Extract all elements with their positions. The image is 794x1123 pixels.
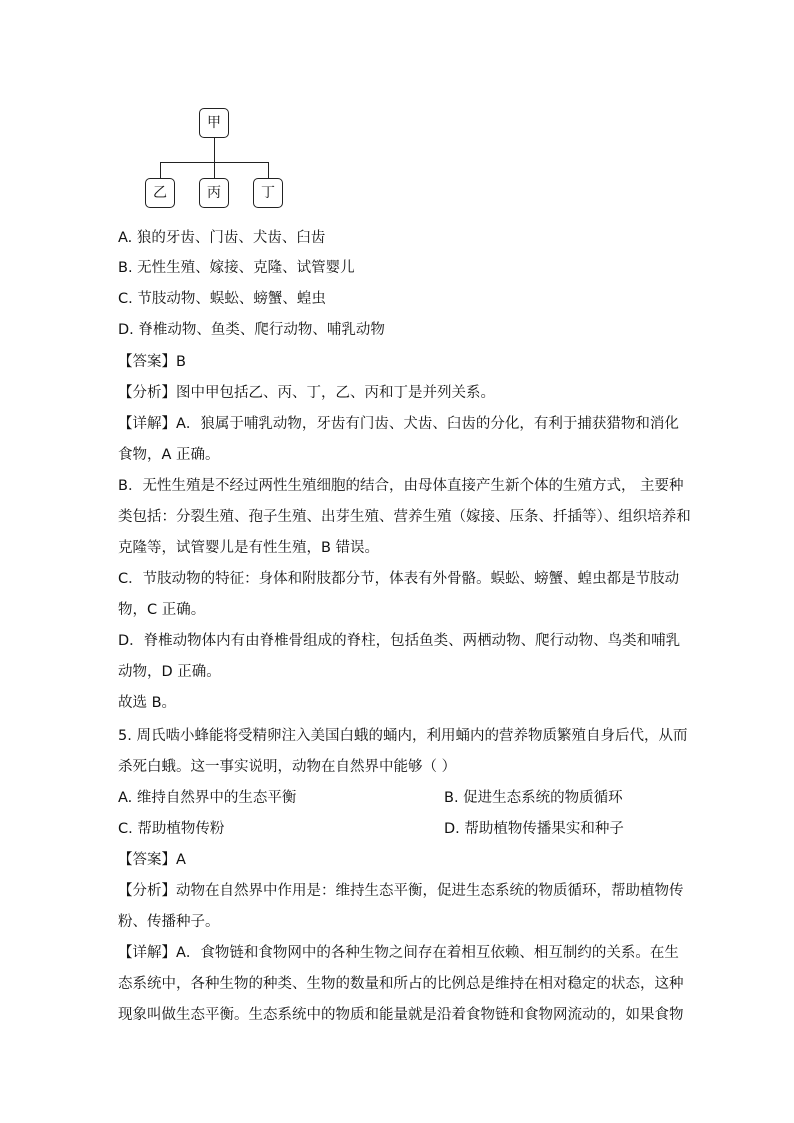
q4-detail-line: 类包括：分裂生殖、孢子生殖、出芽生殖、营养生殖（嫁接、压条、扦插等）、组织培养和 — [118, 509, 691, 525]
q4-detail-line: 动物，D 正确。 — [118, 664, 221, 680]
q5-option-d: D. 帮助植物传播果实和种子 — [444, 821, 624, 837]
q4-option-a: A. 狼的牙齿、门齿、犬齿、臼齿 — [118, 230, 326, 246]
diagram-node-top: 甲 — [199, 108, 229, 138]
q4-analysis: 【分析】图中甲包括乙、丙、丁，乙、丙和丁是并列关系。 — [118, 385, 495, 401]
q5-option-c: C. 帮助植物传粉 — [118, 821, 225, 837]
q4-option-c: C. 节肢动物、蜈蚣、螃蟹、蝗虫 — [118, 291, 326, 307]
q5-analysis-line: 粉、传播种子。 — [118, 914, 220, 930]
q4-detail-line: B．无性生殖是不经过两性生殖细胞的结合，由母体直接产生新个体的生殖方式， 主要种 — [118, 478, 684, 494]
q5-detail-line: 【详解】A．食物链和食物网中的各种生物之间存在着相互依赖、相互制约的关系。在生 — [118, 945, 679, 961]
diagram-node-child-3: 丁 — [253, 178, 283, 208]
diagram-connector-vertical — [214, 138, 215, 162]
diagram-node-child-2: 丙 — [199, 178, 229, 208]
q4-detail-line: C．节肢动物的特征：身体和附肢都分节，体表有外骨骼。蜈蚣、螃蟹、蝗虫都是节肢动 — [118, 571, 680, 587]
q5-analysis-line: 【分析】动物在自然界中作用是：维持生态平衡，促进生态系统的物质循环，帮助植物传 — [118, 883, 684, 899]
q4-answer: 【答案】B — [118, 354, 186, 370]
q4-detail-line: 克隆等，试管婴儿是有性生殖，B 错误。 — [118, 540, 380, 556]
q5-option-a: A. 维持自然界中的生态平衡 — [118, 790, 297, 806]
q5-detail-line: 态系统中，各种生物的种类、生物的数量和所占的比例总是维持在相对稳定的状态，这种 — [118, 976, 684, 992]
q4-detail-line: D．脊椎动物体内有由脊椎骨组成的脊柱，包括鱼类、两栖动物、爬行动物、鸟类和哺乳 — [118, 633, 681, 649]
q5-detail-line: 现象叫做生态平衡。生态系统中的物质和能量就是沿着食物链和食物网流动的，如果食物 — [118, 1007, 684, 1023]
q4-conclusion: 故选 B。 — [118, 695, 177, 711]
hierarchy-diagram — [140, 108, 300, 214]
q4-detail-line: 【详解】A．狼属于哺乳动物，牙齿有门齿、犬齿、臼齿的分化，有利于捕获猎物和消化 — [118, 416, 679, 432]
q4-option-d: D. 脊椎动物、鱼类、爬行动物、哺乳动物 — [118, 322, 385, 338]
diagram-connector-middle — [214, 162, 215, 178]
q4-detail-line: 物，C 正确。 — [118, 602, 206, 618]
diagram-connector-right — [268, 162, 269, 178]
q5-stem-line: 杀死白蛾。这一事实说明，动物在自然界中能够（ ） — [118, 759, 457, 775]
q5-stem-line: 5. 周氏啮小蜂能将受精卵注入美国白蛾的蛹内，利用蛹内的营养物质繁殖自身后代，从而 — [118, 728, 688, 744]
q4-option-b: B. 无性生殖、嫁接、克隆、试管婴儿 — [118, 260, 355, 276]
q5-answer: 【答案】A — [118, 852, 186, 868]
diagram-node-child-1: 乙 — [145, 178, 175, 208]
diagram-connector-left — [160, 162, 161, 178]
q5-option-b: B. 促进生态系统的物质循环 — [444, 790, 623, 806]
q4-detail-line: 食物，A 正确。 — [118, 447, 220, 463]
